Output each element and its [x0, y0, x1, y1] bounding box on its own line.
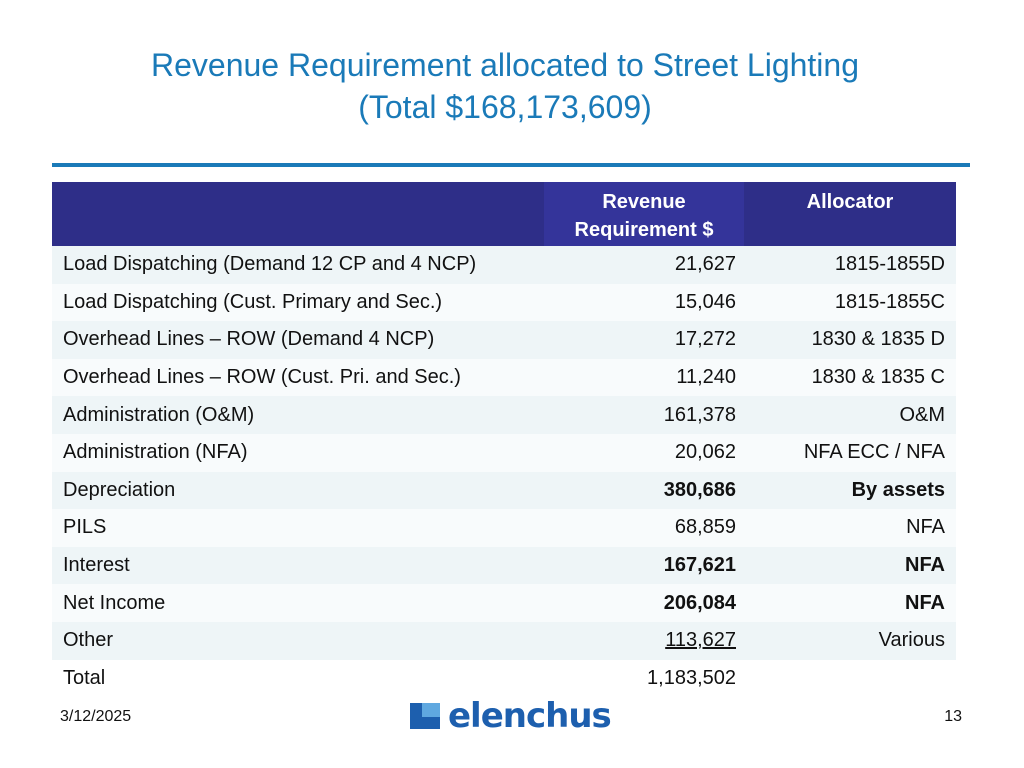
row-allocator: NFA ECC / NFA [803, 441, 945, 464]
row-value: 11,240 [676, 366, 736, 389]
row-value: 161,378 [663, 403, 736, 426]
slide-title-line2: (Total $168,173,609) [358, 89, 652, 125]
row-label: Overhead Lines – ROW (Demand 4 NCP) [63, 328, 435, 351]
table-row [52, 321, 956, 359]
title-divider [52, 163, 970, 167]
table-header [52, 182, 956, 246]
page-number: 13 [944, 708, 962, 725]
table-row [52, 509, 956, 547]
row-label: Administration (NFA) [63, 441, 248, 464]
row-allocator: Various [878, 629, 945, 652]
row-value: 1,183,502 [647, 666, 736, 689]
row-allocator: O&M [899, 403, 945, 426]
row-allocator: NFA [905, 591, 945, 614]
revenue-table [52, 182, 956, 697]
row-label: Overhead Lines – ROW (Cust. Pri. and Sec.) [63, 366, 461, 389]
row-allocator: NFA [906, 516, 945, 539]
header-revenue-line2: Requirement $ [574, 219, 714, 241]
row-label: Depreciation [63, 478, 176, 501]
table-row [52, 359, 956, 397]
table-row [52, 622, 956, 660]
row-label: Net Income [63, 591, 166, 614]
row-value: 15,046 [674, 290, 736, 313]
slide-title [0, 44, 1010, 128]
row-allocator: 1815-1855C [834, 290, 945, 313]
row-label: Load Dispatching (Demand 12 CP and 4 NCP) [63, 253, 477, 276]
row-value: 206,084 [663, 591, 736, 614]
header-blank-cell [52, 182, 544, 246]
slide-title-line1: Revenue Requirement allocated to Street Lighting [151, 47, 859, 83]
row-allocator: 1830 & 1835 D [811, 328, 945, 351]
row-value-underlined: 113,627 [665, 629, 736, 652]
logo-mark-icon [410, 701, 444, 731]
row-allocator: NFA [905, 554, 945, 577]
elenchus-logo [410, 694, 611, 738]
table-row [52, 396, 956, 434]
logo-text: elenchus [448, 696, 611, 736]
table-row [52, 584, 956, 622]
row-value: 20,062 [674, 441, 736, 464]
table-row [52, 246, 956, 284]
table-row-total [52, 660, 956, 698]
row-label: Load Dispatching (Cust. Primary and Sec.) [63, 290, 443, 313]
header-allocator: Allocator [806, 191, 894, 213]
header-revenue-line1: Revenue [602, 191, 686, 213]
table-row [52, 472, 956, 510]
header-revenue-requirement [544, 182, 744, 246]
table-row [52, 434, 956, 472]
row-label: Administration (O&M) [63, 403, 255, 426]
row-value: 68,859 [674, 516, 736, 539]
row-value: 21,627 [674, 253, 736, 276]
row-allocator: By assets [851, 478, 945, 501]
row-label: Total [63, 666, 106, 689]
table-row [52, 547, 956, 585]
row-label: Interest [63, 554, 130, 577]
row-value [544, 629, 744, 652]
row-value: 167,621 [663, 554, 736, 577]
slide-date: 3/12/2025 [60, 708, 132, 725]
row-allocator: 1815-1855D [834, 253, 945, 276]
row-label: PILS [63, 516, 107, 539]
row-value: 380,686 [663, 478, 736, 501]
table-row [52, 284, 956, 322]
row-label: Other [63, 629, 114, 652]
row-allocator: 1830 & 1835 C [811, 366, 945, 389]
row-value: 17,272 [674, 328, 736, 351]
